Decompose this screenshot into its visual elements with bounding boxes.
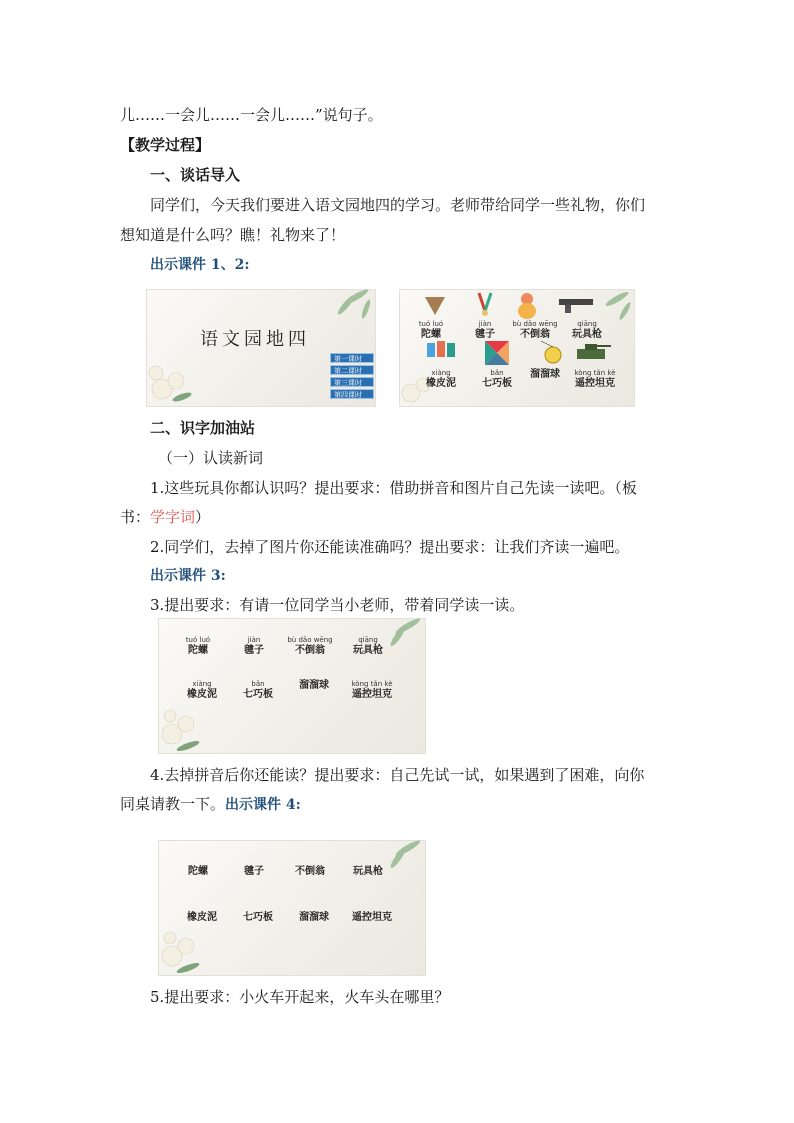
slide-1-thumbnail bbox=[146, 289, 376, 407]
slide-2-thumbnail bbox=[399, 289, 635, 407]
menu-button-lesson-2[interactable]: 第二课时 bbox=[330, 365, 374, 375]
word-no-pinyin-2: 毽子 bbox=[244, 866, 264, 877]
toy-word-3: bù dǎo wēng 不倒翁 bbox=[512, 320, 558, 340]
word-6: bǎn 七巧板 bbox=[243, 680, 273, 700]
word-no-pinyin-6: 七巧板 bbox=[243, 912, 273, 923]
toy-word-8: kòng tǎn kè 遥控坦克 bbox=[574, 369, 616, 389]
show-slide-label-3: 出示课件 3: bbox=[150, 568, 226, 584]
paragraph-5-line-1: 4.去掉拼音后你还能读？提出要求：自己先试一试，如果遇到了困难，向你 bbox=[150, 766, 645, 784]
word-2: jiàn 毽子 bbox=[244, 636, 264, 656]
menu-button-lesson-3[interactable]: 第三课时 bbox=[330, 377, 374, 387]
word-5: xiàng 橡皮泥 bbox=[187, 680, 217, 700]
paragraph-5-line-2: 同桌请教一下。出示课件 4: bbox=[120, 795, 301, 813]
word-no-pinyin-8: 遥控坦克 bbox=[352, 912, 392, 923]
show-slide-label-1-2: 出示课件 1、2: bbox=[150, 257, 250, 273]
toy-word-2: jiàn 毽子 bbox=[475, 320, 495, 340]
word-4: qiāng 玩具枪 bbox=[353, 636, 383, 656]
word-no-pinyin-5: 橡皮泥 bbox=[187, 912, 217, 923]
heading-1: 一、谈话导入 bbox=[150, 166, 241, 184]
slide-3-thumbnail bbox=[158, 618, 426, 754]
word-3: bù dǎo wēng 不倒翁 bbox=[287, 636, 333, 656]
paragraph-2-line-2: 书：学字词） bbox=[120, 508, 211, 526]
paragraph-1-line-2: 想知道是什么吗？瞧！礼物来了！ bbox=[120, 226, 346, 244]
paragraph-2-line-1: 1.这些玩具你都认识吗？提出要求：借助拼音和图片自己先读一读吧。（板 bbox=[150, 479, 637, 497]
flower-leaf-decoration bbox=[158, 840, 426, 976]
word-no-pinyin-3: 不倒翁 bbox=[295, 866, 325, 877]
toy-word-1: tuó luó 陀螺 bbox=[418, 320, 444, 340]
word-8: kòng tǎn kè 遥控坦克 bbox=[351, 680, 393, 700]
section-title: 【教学过程】 bbox=[120, 136, 211, 154]
paragraph-1-line-1: 同学们，今天我们要进入语文园地四的学习。老师带给同学一些礼物，你们 bbox=[150, 196, 646, 214]
menu-button-lesson-1[interactable]: 第一课时 bbox=[330, 353, 374, 363]
subheading-1: （一）认读新词 bbox=[158, 449, 264, 467]
toy-word-6: bǎn 七巧板 bbox=[482, 369, 512, 389]
toy-word-4: qiāng 玩具枪 bbox=[572, 320, 602, 340]
paragraph-3: 2.同学们，去掉了图片你还能读准确吗？提出要求：让我们齐读一遍吧。 bbox=[150, 538, 630, 556]
word-no-pinyin-4: 玩具枪 bbox=[353, 866, 383, 877]
menu-button-lesson-4[interactable]: 第四课时 bbox=[330, 389, 374, 399]
word-no-pinyin-7: 溜溜球 bbox=[299, 912, 329, 923]
slide-1-title: 语文园地四 bbox=[200, 329, 310, 350]
paragraph-6: 5.提出要求：小火车开起来，火车头在哪里？ bbox=[150, 988, 450, 1006]
toy-word-5: xiàng 橡皮泥 bbox=[426, 369, 456, 389]
paragraph-4: 3.提出要求：有请一位同学当小老师，带着同学读一读。 bbox=[150, 596, 525, 614]
word-1: tuó luó 陀螺 bbox=[185, 636, 211, 656]
word-no-pinyin-1: 陀螺 bbox=[188, 866, 208, 877]
show-slide-label-4: 出示课件 4: bbox=[225, 797, 301, 813]
text-line-continued: 儿……一会儿……一会儿……”说句子。 bbox=[120, 106, 383, 124]
slide-4-thumbnail bbox=[158, 840, 426, 976]
heading-2: 二、识字加油站 bbox=[150, 419, 256, 437]
toy-word-7: 溜溜球 bbox=[530, 369, 560, 380]
board-note: 学字词 bbox=[150, 508, 196, 526]
word-7: 溜溜球 bbox=[299, 680, 329, 691]
